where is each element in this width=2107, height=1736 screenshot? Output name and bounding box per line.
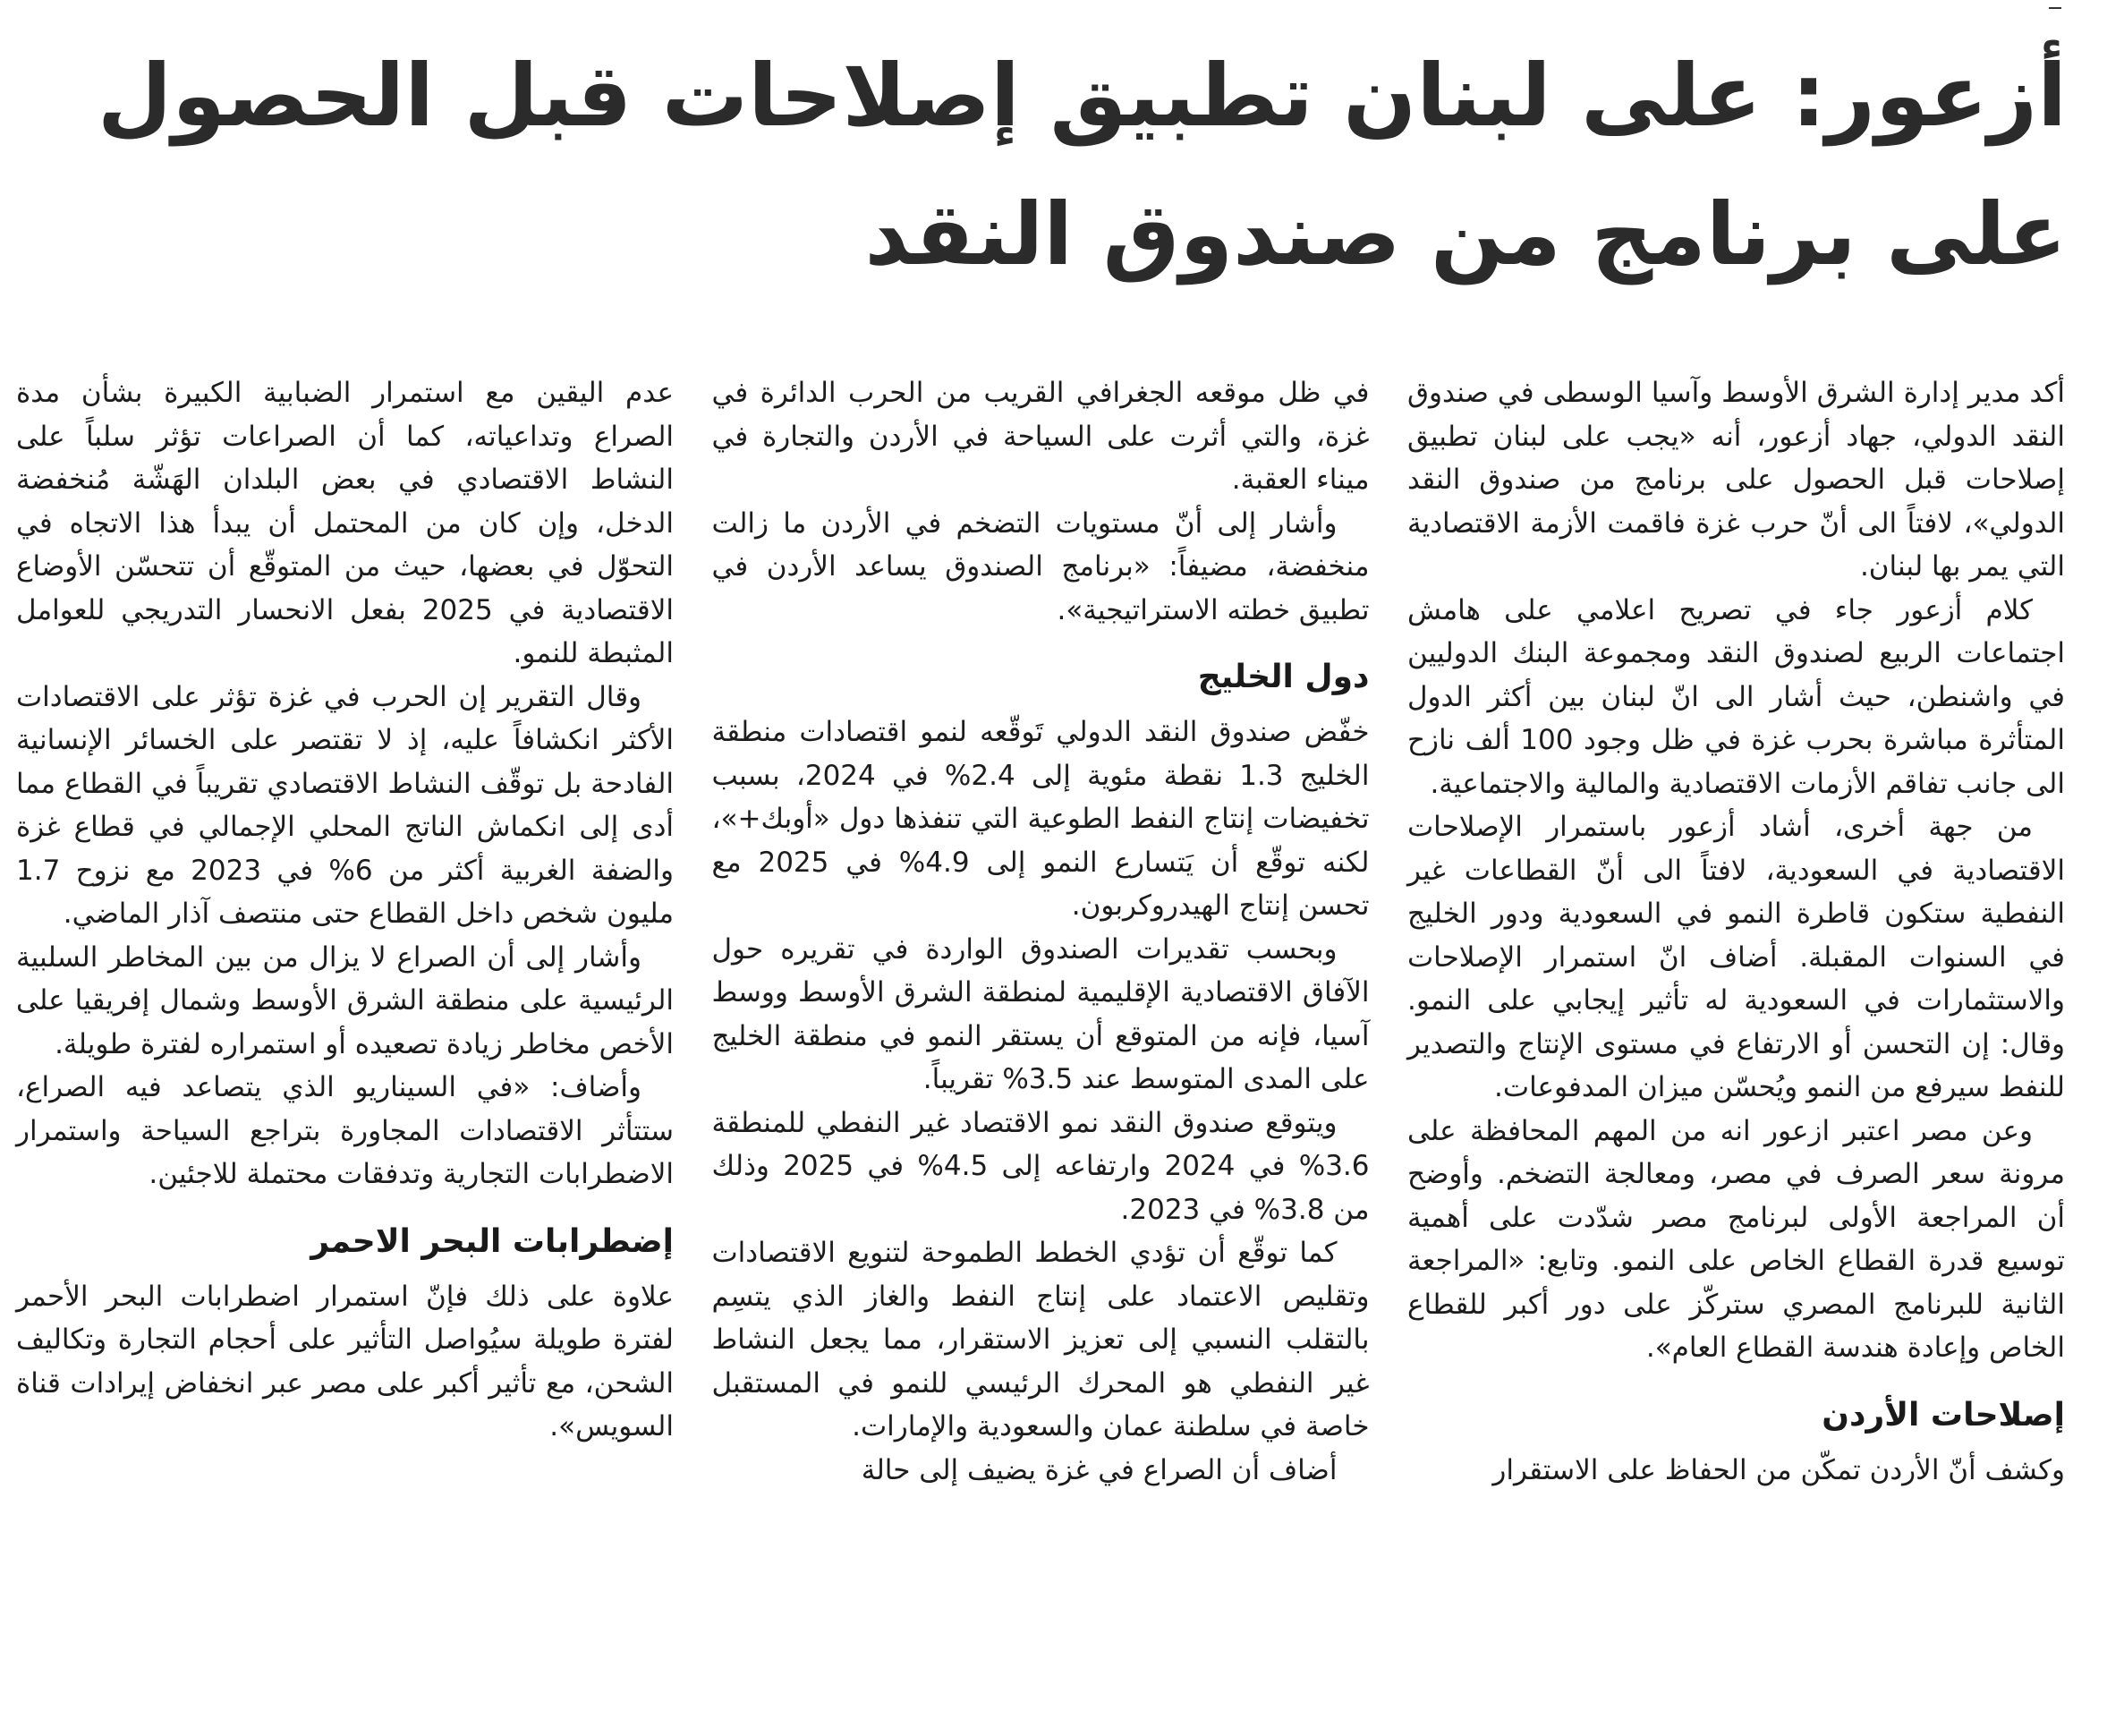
paragraph: كما توقّع أن تؤدي الخطط الطموحة لتنويع الاقتصادات وتقليص الاعتماد على إنتاج النفط والغاز الذي يتسِم بالتقلب النسبي إلى تعزيز الاستقرار، مما يجعل النشاط غير النفطي هو المحرك الرئيسي للنمو في المستقبل خاصة في سلطنة عمان والسعودية والإمارات.	[711, 1237, 1370, 1442]
paragraph: وأضاف: «في السيناريو الذي يتصاعد فيه الصراع، ستتأثر الاقتصادات المجاورة بتراجع السياحة واستمرار الاضطرابات التجارية وتدفقات محتملة للاجئين.	[16, 1071, 674, 1190]
paragraph: وأشار إلى أن الصراع لا يزال من بين المخاطر السلبية الرئيسية على منطقة الشرق الأوسط وشمال إفريقيا على الأخص مخاطر زيادة تصعيده أو استمراره لفترة طويلة.	[16, 940, 674, 1060]
paragraph: في ظل موقعه الجغرافي القريب من الحرب الدائرة في غزة، والتي أثرت على السياحة في الأردن والتجارة في ميناء العقبة.	[711, 377, 1370, 496]
paragraph: وعن مصر اعتبر ازعور انه من المهم المحافظة على مرونة سعر الصرف في مصر، ومعالجة التضخم. وأوضح أن المراجعة الأولى لبرنامج مصر شدّدت على أهمية توسيع قدرة القطاع الخاص على النمو. وتابع: «المراجعة الثانية للبرنامج المصري ستركّز على دور أكبر للقطاع الخاص وإعادة هندسة القطاع العام».	[1407, 1114, 2065, 1364]
article-body	[16, 371, 2065, 1714]
paragraph: أكد مدير إدارة الشرق الأوسط وآسيا الوسطى في صندوق النقد الدولي، جهاد أزعور، أنه «يجب على لبنان تطبيق إصلاحات قبل الحصول على برنامج من صندوق النقد الدولي»، لافتاً الى أنّ حرب غزة فاقمت الأزمة الاقتصادية التي يمر بها لبنان.	[1407, 377, 2065, 583]
paragraph: وبحسب تقديرات الصندوق الواردة في تقريره حول الآفاق الاقتصادية الإقليمية لمنطقة الشرق الأوسط ووسط آسيا، فإنه من المتوقع أن يستقر النمو في منطقة الخليج على المدى المتوسط عند 3.5% تقريباً.	[711, 932, 1370, 1095]
paragraph: أضاف أن الصراع في غزة يضيف إلى حالة	[861, 1453, 1338, 1486]
paragraph: وقال التقرير إن الحرب في غزة تؤثر على الاقتصادات الأكثر انكشافاً عليه، إذ لا تقتصر على الخسائر الإنسانية الفادحة بل توقّف النشاط الاقتصادي تقريباً في القطاع مما أدى إلى انكماش الناتج المحلي الإجمالي في قطاع غزة والضفة الغربية أكثر من 6% في 2023 مع نزوح 1.7 مليون شخص داخل القطاع حتى منتصف آذار الماضي.	[16, 680, 674, 930]
paragraph: عدم اليقين مع استمرار الضبابية الكبيرة بشأن مدة الصراع وتداعياته، كما أن الصراعات تؤثر سلباً على النشاط الاقتصادي في بعض البلدان الهَشّة مُنخفضة الدخل، وإن كان من المحتمل أن يبدأ هذا الاتجاه في التحوّل في بعضها، حيث من المتوقّع أن تتحسّن الأوضاع الاقتصادية في 2025 بفعل الانحسار التدريجي للعوامل المثبطة للنمو.	[16, 377, 674, 669]
column-right	[1407, 371, 2065, 1714]
headline	[36, 27, 2067, 304]
paragraph: من جهة أخرى، أشاد أزعور باستمرار الإصلاحات الاقتصادية في السعودية، لافتاً الى أنّ القطاعات غير النفطية ستكون قاطرة النمو في السعودية ودور الخليج في السنوات المقبلة. أضاف انّ استمرار الإصلاحات والاستثمارات في السعودية له تأثير إيجابي على النمو. وقال: إن التحسن أو الارتفاع في مستوى الإنتاج والتصدير للنفط سيرفع من النمو ويُحسّن ميزان المدفوعات.	[1407, 811, 2065, 1103]
subheading-jordan-reforms: إصلاحات الأردن	[1822, 1396, 2065, 1434]
paragraph: كلام أزعور جاء في تصريح اعلامي على هامش اجتماعات الربيع لصندوق النقد ومجموعة البنك الدوليين في واشنطن، حيث أشار الى انّ لبنان بين أكثر الدول المتأثرة مباشرة بحرب غزة في ظل وجود 100 ألف نازح الى جانب تفاقم الأزمات الاقتصادية والمالية والاجتماعية.	[1407, 593, 2065, 800]
paragraph: وكشف أنّ الأردن تمكّن من الحفاظ على الاستقرار	[1492, 1453, 2065, 1486]
subheading-red-sea-disruptions: إضطرابات البحر الاحمر	[310, 1222, 674, 1260]
paragraph: علاوة على ذلك فإنّ استمرار اضطرابات البحر الأحمر لفترة طويلة سيُواصل التأثير على أحجام التجارة وتكاليف الشحن، مع تأثير أكبر على مصر عبر انخفاض إيرادات قناة السويس».	[16, 1280, 674, 1442]
paragraph: وأشار إلى أنّ مستويات التضخم في الأردن ما زالت منخفضة، مضيفاً: «برنامج الصندوق يساعد الأردن في تطبيق خطته الاستراتيجية».	[711, 506, 1370, 626]
column-middle	[712, 371, 1370, 1714]
headline-line-2: على برنامج من صندوق النقد	[864, 184, 2067, 285]
top-rule	[2049, 7, 2061, 9]
headline-line-1: أزعور: على لبنان تطبيق إصلاحات قبل الحصول	[97, 46, 2067, 146]
paragraph: ويتوقع صندوق النقد نمو الاقتصاد غير النفطي للمنطقة 3.6% في 2024 وارتفاعه إلى 4.5% في 2025 وذلك من 3.8% في 2023.	[711, 1106, 1370, 1226]
subheading-gulf-states: دول الخليج	[1197, 659, 1370, 695]
column-left	[16, 371, 674, 1714]
paragraph: خفّض صندوق النقد الدولي تَوقّعه لنمو اقتصادات منطقة الخليج 1.3 نقطة مئوية إلى 2.4% في 2024، بسبب تخفيضات إنتاج النفط الطوعية التي تنفذها دول «أوبك+»، لكنه توقّع أن يَتسارع النمو إلى 4.9% في 2025 مع تحسن إنتاج الهيدروكربون.	[711, 716, 1370, 922]
